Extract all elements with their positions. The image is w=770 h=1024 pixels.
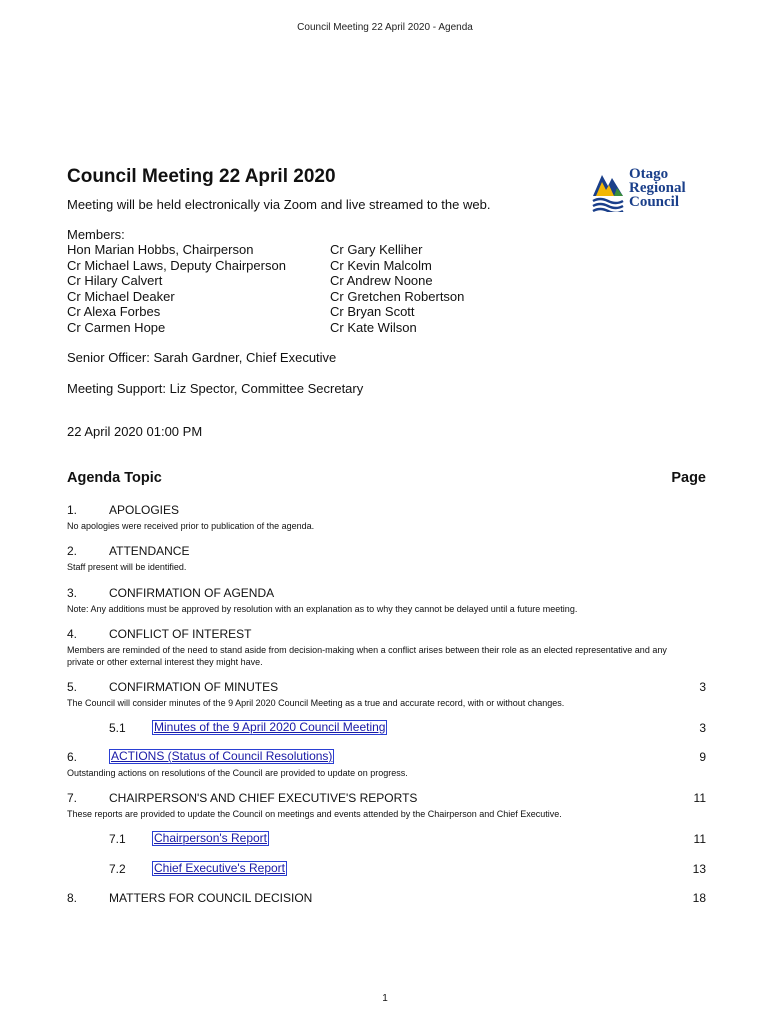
agenda-topic-heading: Agenda Topic <box>67 470 162 486</box>
page-title: Council Meeting 22 April 2020 <box>67 166 336 187</box>
otago-regional-council-logo <box>592 164 712 216</box>
agenda-item-number: 8. <box>67 891 78 905</box>
logo-mountain-icon <box>592 166 624 212</box>
meeting-subtitle: Meeting will be held electronically via Zoom and live streamed to the web. <box>67 197 491 212</box>
agenda-page-heading: Page <box>671 470 706 486</box>
agenda-subitem-number: 7.1 <box>109 832 126 846</box>
agenda-item-number: 6. <box>67 750 78 764</box>
agenda-subitem-number: 5.1 <box>109 721 126 735</box>
chief-executive-report-link[interactable]: Chief Executive's Report <box>154 861 286 875</box>
member-name: Cr Michael Deaker <box>67 288 175 304</box>
agenda-item-number: 5. <box>67 680 78 694</box>
agenda-item-description: These reports are provided to update the Council on meetings and events attended by the Chairperson and Chief Executive. <box>67 809 562 819</box>
meeting-support: Meeting Support: Liz Spector, Committee Secretary <box>67 381 364 396</box>
agenda-item-title: CONFIRMATION OF AGENDA <box>109 586 275 600</box>
agenda-item-title: ATTENDANCE <box>109 544 190 558</box>
meeting-datetime: 22 April 2020 01:00 PM <box>67 424 203 439</box>
member-name: Cr Gretchen Robertson <box>330 288 465 304</box>
agenda-item-page: 11 <box>693 791 706 805</box>
agenda-item-description: Staff present will be identified. <box>67 562 187 572</box>
agenda-item-page: 9 <box>699 750 706 764</box>
member-name: Cr Carmen Hope <box>67 319 166 335</box>
chairperson-report-link[interactable]: Chairperson's Report <box>154 831 268 845</box>
running-header: Council Meeting 22 April 2020 - Agenda <box>297 22 473 33</box>
agenda-item-number: 4. <box>67 627 78 641</box>
page-number: 1 <box>382 993 388 1004</box>
member-name: Cr Andrew Noone <box>330 273 433 288</box>
agenda-item-title: APOLOGIES <box>109 503 180 517</box>
agenda-item-number: 1. <box>67 503 78 517</box>
agenda-subitem-page: 13 <box>692 862 706 876</box>
agenda-item-page: 3 <box>699 680 706 694</box>
members-list-right <box>330 242 464 335</box>
member-name: Hon Marian Hobbs, Chairperson <box>67 242 254 257</box>
agenda-item-number: 2. <box>67 544 78 558</box>
member-name: Cr Bryan Scott <box>330 304 415 319</box>
agenda-subitem-number: 7.2 <box>109 862 126 876</box>
agenda-item-number: 7. <box>67 791 78 805</box>
member-name: Cr Alexa Forbes <box>67 304 161 319</box>
agenda-item-number: 3. <box>67 586 78 600</box>
agenda-subitem-page: 3 <box>699 721 706 735</box>
logo-text-line3: Council <box>629 194 680 210</box>
senior-officer: Senior Officer: Sarah Gardner, Chief Executive <box>67 350 337 365</box>
agenda-item-description: No apologies were received prior to publication of the agenda. <box>67 521 315 531</box>
agenda-item-title: CONFLICT OF INTEREST <box>109 627 252 641</box>
member-name: Cr Gary Kelliher <box>330 242 423 257</box>
agenda-item-description: The Council will consider minutes of the 9 April 2020 Council Meeting as a true and accurate record, with or without changes. <box>67 698 565 708</box>
agenda-item-title: CHAIRPERSON'S AND CHIEF EXECUTIVE'S REPORTS <box>109 791 418 805</box>
agenda-item-title: MATTERS FOR COUNCIL DECISION <box>109 891 313 905</box>
logo-text-line1: Otago <box>629 166 669 182</box>
agenda-item-description: Note: Any additions must be approved by resolution with an explanation as to why they cannot be delayed until a future meeting. <box>67 604 578 614</box>
member-name: Cr Michael Laws, Deputy Chairperson <box>67 257 286 273</box>
members-list-left <box>67 242 286 335</box>
member-name: Cr Kevin Malcolm <box>330 257 432 273</box>
member-name: Cr Kate Wilson <box>330 319 417 335</box>
agenda-item-description: Members are reminded of the need to stand aside from decision-making when a conflict arises between their role as an elected representative and any private or other external interest they might have. <box>67 645 667 667</box>
agenda-item-description: Outstanding actions on resolutions of the Council are provided to update on progress. <box>67 768 408 778</box>
actions-link[interactable]: ACTIONS (Status of Council Resolutions) <box>111 749 333 763</box>
agenda-item-title: CONFIRMATION OF MINUTES <box>109 680 279 694</box>
member-name: Cr Hilary Calvert <box>67 273 163 288</box>
logo-text-line2: Regional <box>629 180 686 196</box>
minutes-link[interactable]: Minutes of the 9 April 2020 Council Meeting <box>154 720 386 734</box>
agenda-item-page: 18 <box>692 891 706 905</box>
agenda-subitem-page: 11 <box>693 832 706 846</box>
members-label: Members: <box>67 227 125 242</box>
